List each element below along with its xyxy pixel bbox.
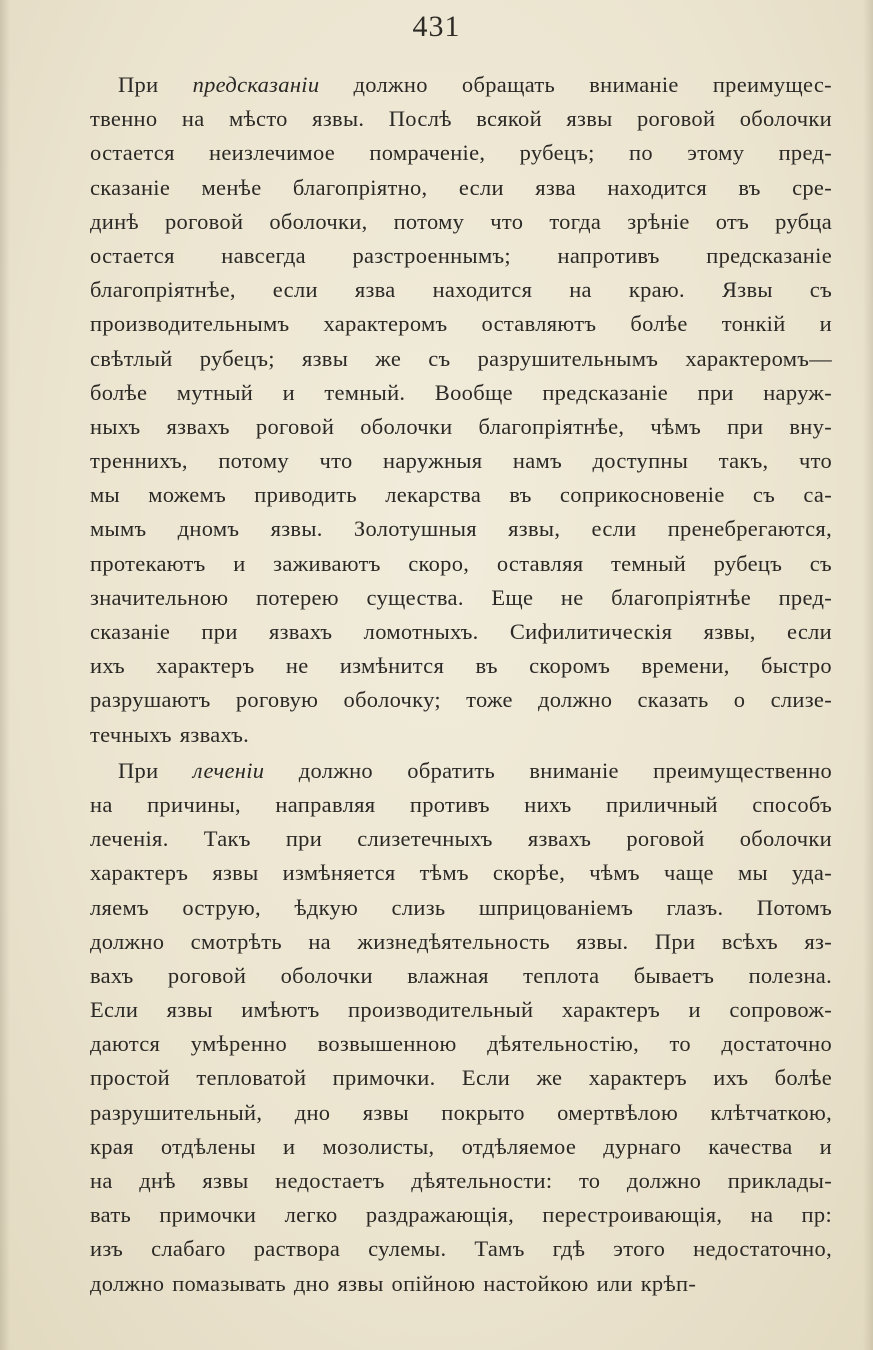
text-run: ныхъ язвахъ роговой оболочки благопріятнѣе, чѣмъ при вну- [90,413,832,439]
text-line [90,1164,832,1198]
text-run: леченія. Такъ при слизетечныхъ язвахъ роговой оболочки [90,826,832,852]
text-line [90,1130,832,1164]
text-line [90,993,832,1027]
text-run: сказаніе менѣе благопріятно, если язва находится въ сре- [90,174,832,200]
text-line [90,342,832,376]
page-edge-shadow-left [0,0,10,1350]
text-run: значительною потерею существа. Еще не благопріятнѣе пред- [90,584,832,610]
text-run: твенно на мѣсто язвы. Послѣ всякой язвы роговой оболочки [90,106,832,132]
text-line [90,649,832,683]
text-line [90,925,832,959]
text-run: треннихъ, потому что наружныя намъ доступны такъ, что [90,448,832,474]
text-run: При [118,757,193,783]
text-run: простой тепловатой примочки. Если же характеръ ихъ болѣе [90,1065,832,1091]
text-line [90,891,832,925]
text-line [90,615,832,649]
text-line [90,68,832,102]
text-line [90,822,832,856]
text-run: протекаютъ и заживаютъ скоро, оставляя темный рубецъ съ [90,550,832,576]
text-run: должно обратить вниманіе преимущественно [264,757,832,783]
text-run: характеръ язвы измѣняется тѣмъ скорѣе, чѣмъ чаще мы уда- [90,860,832,886]
text-run: остается неизлечимое помраченіе, рубецъ; по этому пред- [90,140,832,166]
text-line [90,856,832,890]
text-line [90,1096,832,1130]
text-line [90,478,832,512]
text-line [90,581,832,615]
text-line [90,410,832,444]
text-line [90,547,832,581]
text-line [90,1267,832,1301]
text-line [90,273,832,307]
text-line [90,683,832,717]
text-line [90,718,832,752]
paragraph [90,754,832,1301]
text-run: остается навсегда разстроеннымъ; напротивъ предсказаніе [90,242,832,268]
text-run: сказаніе при язвахъ ломотныхъ. Сифилитическія язвы, если [90,619,832,644]
text-run: разрушительный, дно язвы покрыто омертвѣлою клѣтчаткою, [90,1099,832,1125]
text-run: должно смотрѣть на жизнедѣятельность язвы. При всѣхъ яз- [90,928,832,954]
body-text [90,68,832,1301]
italic-term: леченіи [192,757,265,783]
text-run: Если язвы имѣютъ производительный характеръ и сопровож- [90,997,832,1023]
text-line [90,376,832,410]
text-run: изъ слабаго раствора сулемы. Тамъ гдѣ этого недостаточно, [90,1236,832,1262]
text-run: должно обращать вниманіе преимущес- [319,72,832,97]
text-line [90,788,832,822]
text-run: динѣ роговой оболочки, потому что тогда зрѣніе отъ рубца [90,208,832,234]
text-line [90,239,832,273]
text-line [90,171,832,205]
text-run: ляемъ острую, ѣдкую слизь шприцованіемъ глазъ. Потомъ [90,894,832,920]
text-run: мы можемъ приводить лекарства въ соприкосновеніе съ са- [90,482,832,508]
text-line [90,444,832,478]
text-line [90,307,832,341]
text-line [90,102,832,136]
italic-term: предсказаніи [192,72,320,97]
text-run: мымъ дномъ язвы. Золотушныя язвы, если пренебрегаются, [90,516,832,542]
text-run: на причины, направляя противъ нихъ приличный способъ [90,791,832,817]
text-line [90,205,832,239]
page-edge-shadow-right [863,0,873,1350]
text-run: болѣе мутный и темный. Вообще предсказаніе при наруж- [90,379,832,405]
text-run: на днѣ язвы недостаетъ дѣятельности: то должно приклады- [90,1168,832,1193]
text-run: ихъ характеръ не измѣнится въ скоромъ времени, быстро [90,653,832,679]
text-line [90,136,832,170]
text-run: вахъ роговой оболочки влажная теплота бываетъ полезна. [90,962,832,988]
text-run: даются умѣренно возвышенною дѣятельностію, то достаточно [90,1031,832,1057]
text-run: благопріятнѣе, если язва находится на краю. Язвы съ [90,277,832,303]
paragraph [90,68,832,752]
text-line [90,754,832,788]
text-run: производительнымъ характеромъ оставляютъ болѣе тонкій и [90,311,832,337]
text-line [90,1027,832,1061]
text-run: края отдѣлены и мозолисты, отдѣляемое дурнаго качества и [90,1133,832,1159]
text-run: течныхъ язвахъ. [90,721,250,747]
text-run: разрушаютъ роговую оболочку; тоже должно сказать о слизе- [90,687,832,713]
text-run: вать примочки легко раздражающія, перестроивающія, на пр: [90,1202,832,1228]
text-line [90,959,832,993]
page-number: 431 [412,10,461,43]
text-line [90,1061,832,1095]
text-run: При [118,72,193,97]
text-line [90,1198,832,1232]
text-line [90,1232,832,1266]
text-line [90,512,832,546]
text-run: должно помазывать дно язвы опійною настойкою или крѣп- [90,1270,697,1296]
text-run: свѣтлый рубецъ; язвы же съ разрушительнымъ характеромъ— [90,345,832,371]
